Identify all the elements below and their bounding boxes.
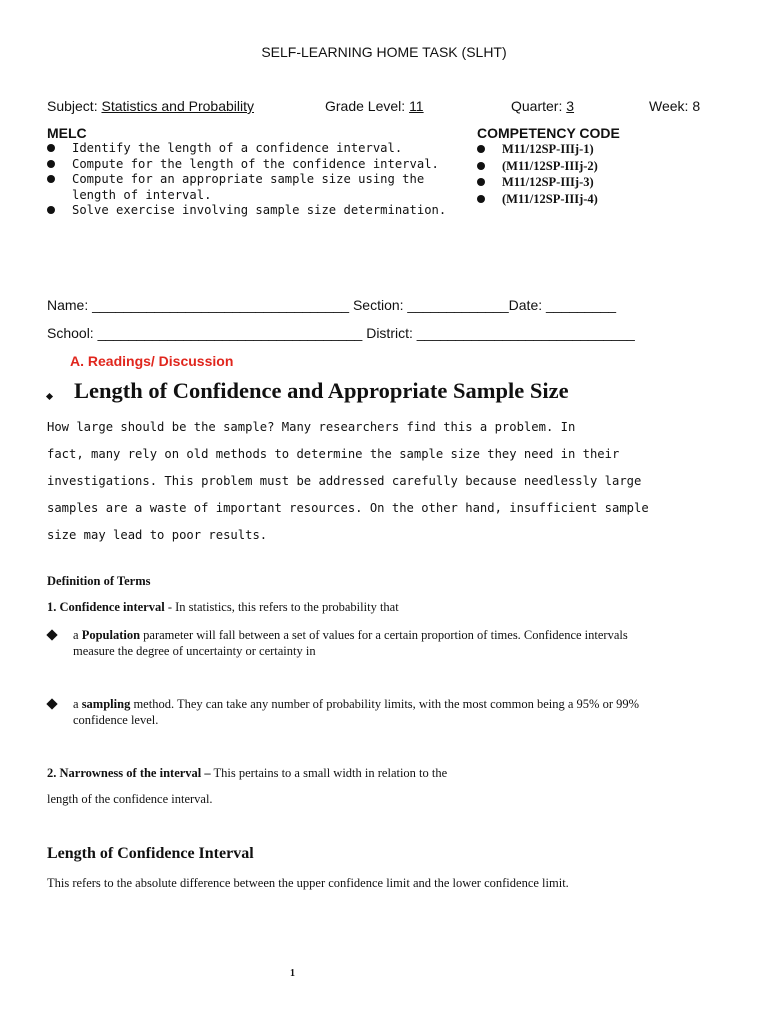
list-item: (M11/12SP-IIIj-4)	[477, 191, 598, 208]
intro-paragraph	[47, 414, 649, 549]
paragraph-line: size may lead to poor results.	[47, 528, 268, 542]
term-label: 1. Confidence interval	[47, 600, 165, 614]
bullet-icon	[477, 145, 485, 153]
list-item: Compute for the length of the confidence interval.	[47, 157, 446, 173]
quarter-label: Quarter:	[511, 98, 563, 114]
term-narrowness	[47, 766, 447, 781]
week-text: Week: 8	[649, 98, 701, 114]
subject-value: Statistics and Probability	[101, 98, 255, 114]
list-item: Compute for an appropriate sample size using the	[47, 172, 446, 188]
term-definition: This pertains to a small width in relation to the	[210, 766, 448, 780]
definitions-heading: Definition of Terms	[47, 574, 151, 588]
paragraph-line: investigations. This problem must be addressed carefully because needlessly large	[47, 474, 642, 488]
melc-heading: MELC	[47, 125, 87, 141]
main-title: Length of Confidence and Appropriate Sample Size	[74, 378, 569, 403]
diamond-bullet-icon	[46, 698, 57, 709]
bullet-icon	[47, 144, 55, 152]
list-item: (M11/12SP-IIIj-2)	[477, 158, 598, 175]
document-title: SELF-LEARNING HOME TASK (SLHT)	[261, 44, 507, 60]
bullet-icon	[47, 160, 55, 168]
bullet-icon	[47, 175, 55, 183]
grade-value: 11	[409, 98, 424, 114]
bullet-text: a sampling method. They can take any number of probability limits, with the most common being a 95% or 99%	[73, 697, 640, 711]
list-item: M11/12SP-IIIj-1)	[477, 141, 598, 158]
diamond-bullet-icon	[46, 629, 57, 640]
competency-heading: COMPETENCY CODE	[477, 125, 620, 141]
grade-label: Grade Level:	[325, 98, 406, 114]
quarter-value: 3	[566, 98, 575, 114]
term-narrowness-line2: length of the confidence interval.	[47, 792, 213, 806]
bullet-text: a Population parameter will fall between a set of values for a certain proportion of times. Confidence intervals	[73, 628, 628, 642]
bullet-icon	[47, 206, 55, 214]
bullet-text-line2: measure the degree of uncertainty or certainty in	[73, 644, 316, 658]
paragraph-line: samples are a waste of important resources. On the other hand, insufficient sample	[47, 501, 649, 515]
melc-list	[47, 141, 446, 219]
school-district-line[interactable]: School: __________________________________ District: ____________________________	[47, 325, 635, 341]
page-number: 1	[290, 968, 295, 979]
name-section-date-line[interactable]: Name: _________________________________ Section: _____________Date: _________	[47, 297, 617, 313]
bullet-text-line2: confidence level.	[73, 713, 159, 727]
bullet-icon	[477, 178, 485, 186]
list-item: M11/12SP-IIIj-3)	[477, 174, 598, 191]
paragraph-line: How large should be the sample? Many researchers find this a problem. In	[47, 420, 576, 434]
grade-row	[325, 98, 424, 114]
diamond-bullet-icon	[46, 393, 53, 400]
competency-list	[477, 141, 598, 207]
term-label: 2. Narrowness of the interval –	[47, 766, 211, 780]
bullet-icon	[477, 195, 485, 203]
subject-label: Subject:	[47, 98, 98, 114]
section-heading-readings: A. Readings/ Discussion	[70, 353, 234, 369]
loci-text: This refers to the absolute difference between the upper confidence limit and the lower confidence limit.	[47, 876, 569, 890]
bullet-icon	[477, 162, 485, 170]
paragraph-line: fact, many rely on old methods to determine the sample size they need in their	[47, 447, 620, 461]
loci-heading: Length of Confidence Interval	[47, 845, 254, 862]
term-confidence-interval	[47, 600, 399, 615]
list-item: Identify the length of a confidence interval.	[47, 141, 446, 157]
term-definition: - In statistics, this refers to the probability that	[164, 600, 399, 614]
list-item: Solve exercise involving sample size determination.	[47, 203, 446, 219]
quarter-row	[511, 98, 574, 114]
list-item-continuation: length of interval.	[72, 187, 212, 202]
subject-row	[47, 98, 254, 114]
